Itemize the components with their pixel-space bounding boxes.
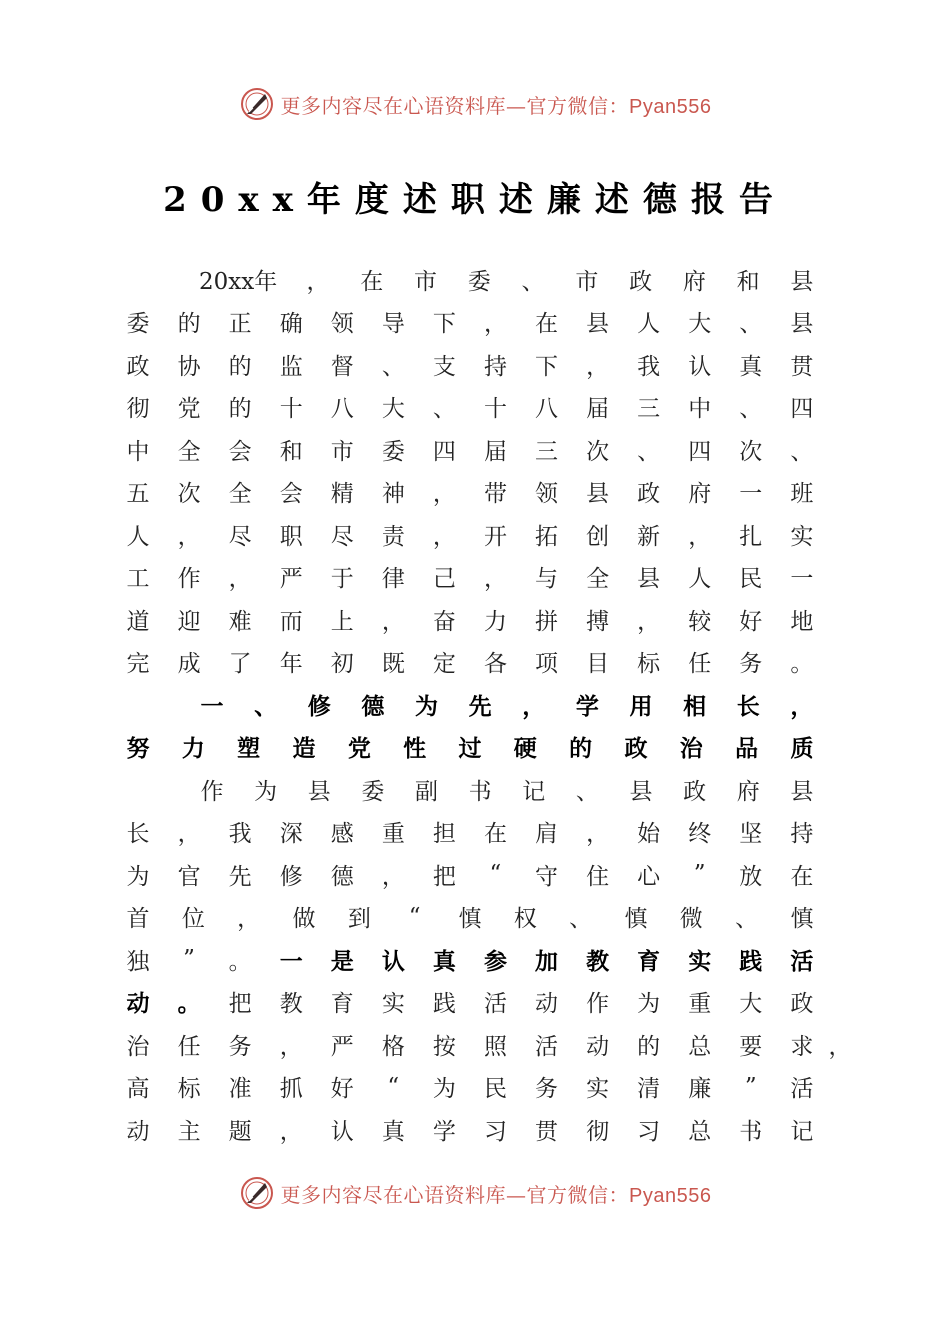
paragraph-line: 20xx年 ， 在 市 委 、 市 政 府 和 县 [199, 268, 814, 295]
paragraph-line: 独 ” 。 一 是 认 真 参 加 教 育 实 践 活 [126, 946, 814, 975]
paragraph-line: 动 。 把 教 育 实 践 活 动 作 为 重 大 政 [126, 990, 814, 1018]
header-banner [0, 84, 950, 124]
paragraph-line: 高 标 准 抓 好 “ 为 民 务 实 清 廉 ” 活 [126, 1073, 814, 1103]
paragraph-line: 治 任 务 ， 严 格 按 照 活 动 的 总 要 求 ， [126, 1033, 852, 1060]
paragraph-line: 委 的 正 确 领 导 下 ， 在 县 人 大 、 县 [126, 311, 814, 338]
paragraph-line: 长 ， 我 深 感 重 担 在 肩 ， 始 终 坚 持 [126, 821, 814, 848]
section-heading-line: 努 力 塑 造 党 性 过 硬 的 政 治 品 质 [126, 736, 814, 763]
paragraph-line: 政 协 的 监 督 、 支 持 下 ， 我 认 真 贯 [126, 353, 814, 380]
paragraph-line: 完 成 了 年 初 既 定 各 项 目 标 任 务 。 [126, 651, 814, 678]
paragraph-line: 动 主 题 ， 认 真 学 习 贯 彻 习 总 书 记 [126, 1118, 814, 1145]
document-title: 20xx年度述职述廉述德报告 [163, 180, 787, 220]
paragraph-line: 首 位 ， 做 到 “ 慎 权 、 慎 微 、 慎 [126, 903, 814, 933]
paragraph-line: 道 迎 难 而 上 ， 奋 力 拼 搏 ， 较 好 地 [126, 608, 814, 635]
section-heading-line: 一 、 修 德 为 先 ， 学 用 相 长 ， [200, 693, 814, 720]
paragraph-line: 五 次 全 会 精 神 ， 带 领 县 政 府 一 班 [126, 481, 814, 508]
quill-logo-icon [239, 1175, 275, 1211]
paragraph-line: 中 全 会 和 市 委 四 届 三 次 、 四 次 、 [126, 438, 814, 465]
document-body [125, 258, 852, 1151]
footer-banner [0, 1173, 950, 1213]
paragraph-line: 为 官 先 修 德 ， 把 “ 守 住 心 ” 放 在 [126, 861, 814, 890]
banner-text: 更多内容尽在心语资料库—官方微信：Pyan556 [280, 1182, 712, 1207]
paragraph-line: 工 作 ， 严 于 律 己 ， 与 全 县 人 民 一 [126, 566, 814, 593]
quill-logo-icon [239, 86, 275, 122]
banner-text: 更多内容尽在心语资料库—官方微信：Pyan556 [280, 93, 712, 118]
paragraph-line: 人 ， 尽 职 尽 责 ， 开 拓 创 新 ， 扎 实 [126, 523, 814, 550]
paragraph-line: 作 为 县 委 副 书 记 、 县 政 府 县 [200, 778, 814, 805]
paragraph-line: 彻 党 的 十 八 大 、 十 八 届 三 中 、 四 [126, 396, 814, 423]
